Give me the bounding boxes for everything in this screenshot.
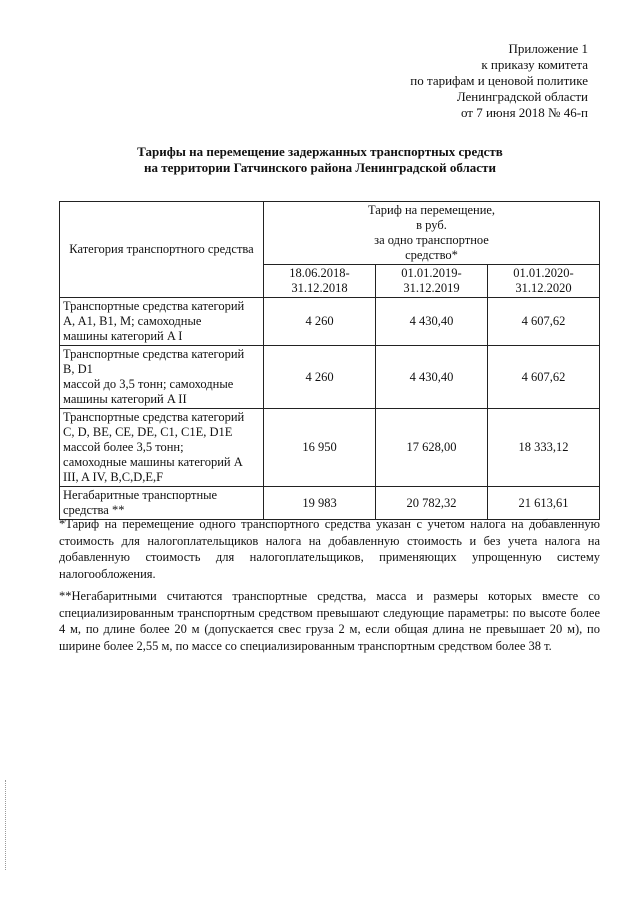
- category-cell: Негабаритные транспортные средства **: [60, 487, 264, 520]
- appendix-line: от 7 июня 2018 № 46-п: [460, 105, 588, 120]
- tariff-value-cell: 4 607,62: [488, 298, 600, 346]
- tariff-value-cell: 4 430,40: [376, 298, 488, 346]
- table-row: [60, 298, 600, 346]
- tariff-table: [59, 201, 600, 520]
- period-header: 18.06.2018- 31.12.2018: [264, 265, 376, 298]
- title-line-2: на территории Гатчинского района Ленинградской области: [144, 160, 496, 175]
- scan-margin-mark: [5, 780, 7, 870]
- category-cell: Транспортные средства категорий B, D1 массой до 3,5 тонн; самоходные машины категорий A II: [60, 346, 264, 409]
- title-line-1: Тарифы на перемещение задержанных транспортных средств: [137, 144, 503, 159]
- category-column-header: Категория транспортного средства: [60, 202, 264, 298]
- tariff-value-cell: 21 613,61: [488, 487, 600, 520]
- tariff-value-cell: 4 607,62: [488, 346, 600, 409]
- tariff-value-cell: 19 983: [264, 487, 376, 520]
- footnote-vat: *Тариф на перемещение одного транспортного средства указан с учетом налога на добавленную стоимость для налогоплательщиков налога на добавленную стоимость и без учета налога на добавленную стоимость для налогоплательщиков, применяющих упрощенную систему налогообложения.: [59, 517, 600, 581]
- table-row: [60, 409, 600, 487]
- category-cell: Транспортные средства категорий A, A1, B1, M; самоходные машины категорий A I: [60, 298, 264, 346]
- tariff-value-cell: 18 333,12: [488, 409, 600, 487]
- appendix-line: Приложение 1: [508, 41, 588, 56]
- appendix-line: по тарифам и ценовой политике: [410, 73, 588, 88]
- document-title: [0, 144, 640, 176]
- appendix-header: [410, 41, 588, 121]
- tariff-value-cell: 16 950: [264, 409, 376, 487]
- period-header: 01.01.2019- 31.12.2019: [376, 265, 488, 298]
- tariff-value-cell: 4 260: [264, 346, 376, 409]
- footnote-oversized: **Негабаритными считаются транспортные средства, масса и размеры которых вместе со специализированным транспортным средством превышают следующие параметры: по высоте более 4 м, по длине более 20 м (допускается свес груза 2 м, если общая длина не превышает 20 м), по ширине более 2,55 м, по массе со специализированным транспортным средством более 38 т.: [59, 589, 600, 653]
- appendix-line: Ленинградской области: [456, 89, 588, 104]
- tariff-value-cell: 4 430,40: [376, 346, 488, 409]
- table-row: [60, 346, 600, 409]
- appendix-line: к приказу комитета: [481, 57, 588, 72]
- period-header: 01.01.2020- 31.12.2020: [488, 265, 600, 298]
- tariff-value-cell: 20 782,32: [376, 487, 488, 520]
- table-row: [60, 487, 600, 520]
- tariff-value-cell: 17 628,00: [376, 409, 488, 487]
- tariff-value-cell: 4 260: [264, 298, 376, 346]
- category-cell: Транспортные средства категорий C, D, BE, CE, DE, C1, C1E, D1E массой более 3,5 тонн; самоходные машины категорий A III, A IV, B,C,D,E,F: [60, 409, 264, 487]
- tariff-column-header: Тариф на перемещение, в руб. за одно транспортное средство*: [264, 202, 600, 265]
- table-header-row: [60, 202, 600, 265]
